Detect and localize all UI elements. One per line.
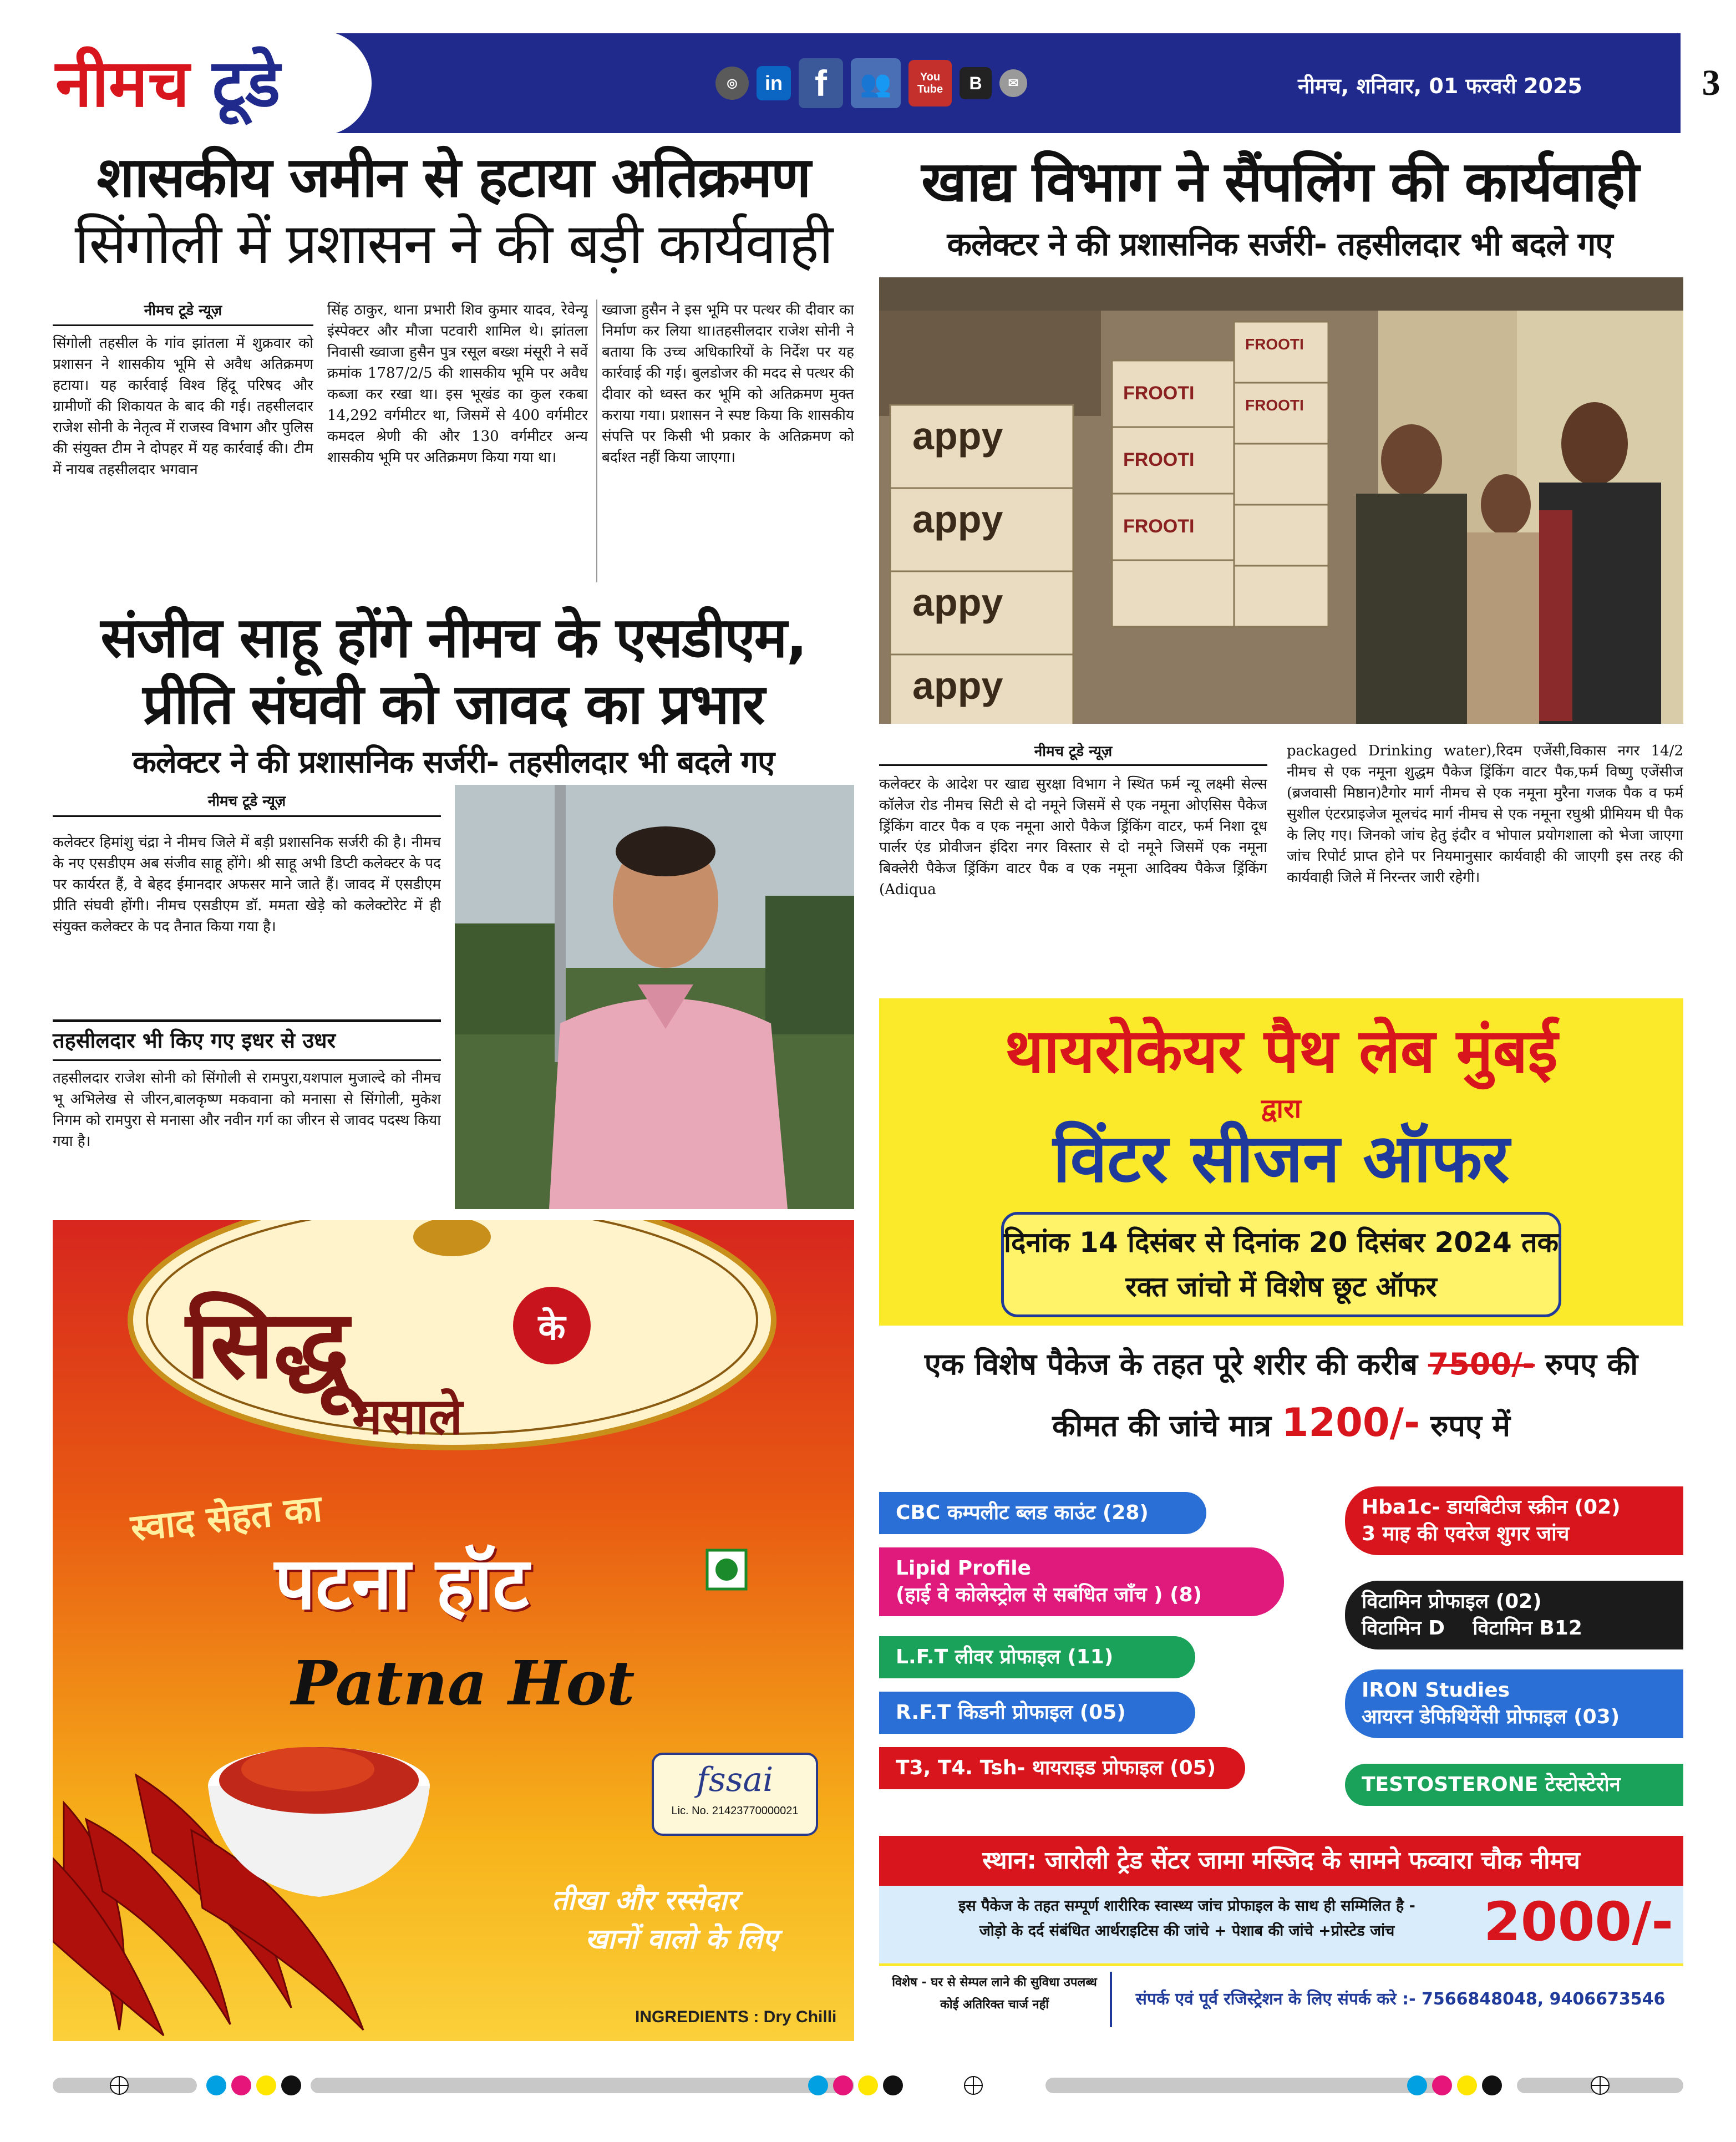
offer-line-1 bbox=[879, 1339, 1683, 1389]
story2-byline: नीमच टूडे न्यूज़ bbox=[1034, 743, 1113, 760]
masala-advertisement[interactable] bbox=[53, 1220, 854, 2041]
package-price: 2000/- bbox=[1484, 1891, 1674, 1953]
share-icon[interactable]: ✉ bbox=[999, 69, 1027, 97]
story1-headline-1: शासकीय जमीन से हटाया अतिक्रमण bbox=[97, 145, 810, 210]
masala-ad-graphic bbox=[53, 1220, 854, 2041]
svg-text:FROOTI: FROOTI bbox=[1245, 397, 1304, 414]
masala-brand-masale: मसाले bbox=[352, 1388, 463, 1446]
svg-text:appy: appy bbox=[912, 581, 1003, 624]
thyrocare-by: द्वारा bbox=[1261, 1093, 1302, 1124]
special-note-2: कोई अतिरिक्त चार्ज नहीं bbox=[940, 1998, 1049, 2012]
story2-subhead: कलेक्टर ने की प्रशासनिक सर्जरी- तहसीलदार भी बदले गए bbox=[947, 225, 1613, 263]
date-line-2: रक्त जांचो में विशेष छूट ऑफर bbox=[1125, 1271, 1437, 1303]
date-line-1: दिनांक 14 दिसंबर से दिनांक 20 दिसंबर 2024 तक bbox=[1004, 1226, 1559, 1258]
rss-icon[interactable]: ◎ bbox=[715, 67, 749, 100]
test-pill-thyroid: T3, T4. Tsh- थायराइड प्रोफाइल (05) bbox=[879, 1747, 1245, 1789]
test-pill-iron: IRON Studies आयरन डेफिथियेंसी प्रोफाइल (03) bbox=[1345, 1669, 1683, 1738]
column-divider bbox=[596, 300, 597, 582]
story2-headline: खाद्य विभाग ने सैंपलिंग की कार्यवाही bbox=[921, 149, 1638, 214]
blogger-icon[interactable]: B bbox=[960, 67, 992, 99]
sdm-portrait-graphic bbox=[455, 785, 854, 1209]
page-number: 3 bbox=[1686, 33, 1736, 133]
svg-text:appy: appy bbox=[912, 664, 1003, 707]
masala-slogan-2: खानों वालो के लिए bbox=[585, 1923, 778, 1955]
story3-subhead: कलेक्टर ने की प्रशासनिक सर्जरी- तहसीलदार भी बदले गए bbox=[132, 744, 775, 780]
thyrocare-title: थायरोकेयर पैथ लेब मुंबई bbox=[1004, 1016, 1558, 1087]
offer-line-1-suffix: रुपए की bbox=[1545, 1347, 1638, 1382]
test-pill-hba1c: Hba1c- डायबिटीज स्क्रीन (02) 3 माह की एवरेज शुगर जांच bbox=[1345, 1486, 1683, 1555]
date-banner bbox=[1001, 1212, 1561, 1317]
story2-column-2: packaged Drinking water),रिदम एजेंसी,विकास नगर 14/2 नीमच से एक नमूना शुद्धम पैकेज ड्रिंकिंग वाटर पैक,फर्म विष्णु एजेंसीज (ब्रजवासी मिष्ठान)टैगोर मार्ग नीमच से एक नमूना मुरैना गजक पैक व फर्म सुशील एंटरप्राइजेज मूलचंद मार्ग नीमच से एक नमूना रघुश्री प्रीमियम घी पैक के लिए गए। जिनको जांच हेतु इंदौर व भोपाल प्रयोगशाला को भेजा जाएगा जांच रिपोर्ट प्राप्त होने पर नियमानुसार कार्यवाही की जाएगी इस तरह की कार्यवाही जिले में निरन्तर जारी रहेगी। bbox=[1287, 743, 1683, 886]
old-price: 7500/- bbox=[1428, 1347, 1535, 1382]
thyrocare-offer-title: विंटर सीजन ऑफर bbox=[1053, 1120, 1510, 1197]
test-pill-cbc: CBC कम्पलीट ब्लड काउंट (28) bbox=[879, 1492, 1206, 1534]
byline-rule bbox=[53, 324, 313, 326]
masala-product-hindi: पटना हॉट bbox=[275, 1541, 529, 1626]
special-note-1: विशेष - घर से सेम्पल लाने की सुविधा उपलब्ध bbox=[892, 1976, 1097, 1989]
story1-column-1: सिंगोली तहसील के गांव झांतला में शुक्रवार को प्रशासन ने शासकीय भूमि से अवैध अतिक्रमण हटाया। यह कार्रवाई विश्व हिंदू परिषद और ग्रामीणों की शिकायत के बाद की गई। तहसीलदार राजेश सोनी के नेतृत्व में राजस्व विभाग और पुलिस की संयुक्त टीम ने दोपहर में यह कार्रवाई की। टीम में नायब तहसीलदार भगवान bbox=[53, 335, 313, 478]
story3-body: कलेक्टर हिमांशु चंद्रा ने नीमच जिले में बड़ी प्रशासनिक सर्जरी की है। नीमच के नए एसडीएम अब संजीव साहू होंगे। श्री साहू अभी डिप्टी कलेक्टर के पद पर कार्यरत हैं, वे बेहद ईमानदार अफसर माने जाते हैं। जावद में एसडीएम प्रीति संघवी होंगी। नीमच एसडीएम डॉ. ममता खेड़े को कलेक्टोरेट में ही संयुक्त कलेक्टर के पद तैनात किया गया है। bbox=[53, 834, 441, 935]
fssai-badge bbox=[652, 1753, 818, 1836]
print-registration-bar bbox=[53, 2073, 1683, 2098]
new-price: 1200/- bbox=[1281, 1400, 1420, 1445]
byline-rule bbox=[53, 815, 441, 817]
offer-line-2-text: कीमत की जांचे मात्र bbox=[1052, 1408, 1271, 1443]
location-banner: स्थान: जारोली ट्रेड सेंटर जामा मस्जिद के सामने फव्वारा चौक नीमच bbox=[879, 1836, 1683, 1886]
story3-subsection-title: तहसीलदार भी किए गए इधर से उधर bbox=[53, 1028, 336, 1053]
fssai-logo: fssai bbox=[696, 1760, 774, 1799]
masala-tagline: स्वाद सेहत का bbox=[129, 1487, 324, 1550]
offer-line-2-suffix: रुपए में bbox=[1430, 1408, 1510, 1443]
section-rule bbox=[53, 1019, 441, 1022]
test-pill-lft: L.F.T लीवर प्रोफाइल (11) bbox=[879, 1636, 1195, 1678]
svg-text:FROOTI: FROOTI bbox=[1123, 516, 1195, 537]
newspaper-logo[interactable] bbox=[55, 39, 280, 128]
test-pill-vitamin: विटामिन प्रोफाइल (02) विटामिन D विटामिन B12 bbox=[1345, 1581, 1683, 1649]
test-pill-rft: R.F.T किडनी प्रोफाइल (05) bbox=[879, 1692, 1195, 1734]
byline-rule bbox=[879, 764, 1267, 766]
masala-product-english: Patna Hot bbox=[291, 1647, 635, 1719]
frooti-label: FROOTI bbox=[1123, 383, 1195, 404]
special-note bbox=[879, 1972, 1112, 2027]
story3-headline-2: प्रीति संघवी को जावद का प्रभार bbox=[143, 672, 764, 737]
registration-graphic bbox=[53, 2073, 1683, 2098]
logo-part-neemuch: नीमच bbox=[55, 45, 190, 121]
appy-fizz-label: appy bbox=[912, 414, 1003, 458]
offer-line-1-text: एक विशेष पैकेज के तहत पूरे शरीर की करीब bbox=[924, 1347, 1418, 1382]
svg-text:appy: appy bbox=[912, 498, 1003, 541]
story3-subsection-body: तहसीलदार राजेश सोनी को सिंगोली से रामपुरा,यशपाल मुजाल्दे को नीमच भू अभिलेख से जीरन,बालकृष्ण मकवाना को मनासा से सिंगोली, मुकेश निगम को रामपुरा से मनासा और नवीन गर्ग का जीरन से जावद पदस्थ किया गया है। bbox=[53, 1070, 441, 1150]
sampling-photo bbox=[879, 277, 1683, 724]
test-pill-lipid: Lipid Profile (हाई वे कोलेस्ट्रोल से सबंधित जाँच ) (8) bbox=[879, 1547, 1284, 1616]
sampling-photo-graphic bbox=[879, 277, 1683, 724]
logo-part-today: टूडे bbox=[212, 45, 281, 121]
contact-line[interactable]: संपर्क एवं पूर्व रजिस्ट्रेशन के लिए संपर्क करे :- 7566848048, 9406673546 bbox=[1135, 1989, 1666, 2009]
masala-slogan-1: तीखा और रस्सेदार bbox=[552, 1884, 738, 1916]
story2-column-1: कलेक्टर के आदेश पर खाद्य सुरक्षा विभाग ने स्थित फर्म न्यू लक्ष्मी सेल्स कॉलेज रोड नीमच सिटी से दो नमूने जिसमें से एक नमूना ओएसिस पैकेज ड्रिंकिंग वाटर पैक व एक नमूना आरो पैकेज ड्रिंकिंग वाटर, फर्म निशा दूध पार्लर एंड प्रोवीजन इंदिरा नगर विस्तार से दो नमूने जिसमें एक नमूना बिक्लेरी पैकेज ड्रिंकिंग वाटर पैक व एक नमूना आदिक्य पैकेज ड्रिंकिंग (Adiqua bbox=[879, 776, 1267, 898]
story1-column-3: ख्वाजा हुसैन ने इस भूमि पर पत्थर की दीवार का निर्माण कर लिया था।तहसीलदार राजेश सोनी ने बताया कि उच्च अधिकारियों के निर्देश पर यह कार्रवाई की गई। बुलडोजर की मदद से पत्थर की दीवार को ध्वस्त कर भूमि को अतिक्रमण मुक्त कराया गया। प्रशासन ने स्पष्ट किया कि शासकीय संपत्ति पर किसी भी प्रकार के अतिक्रमण को बर्दाश्त नहीं किया जाएगा। bbox=[602, 302, 854, 466]
social-icons bbox=[715, 53, 1027, 114]
story1-column-2: सिंह ठाकुर, थाना प्रभारी शिव कुमार यादव, रेवेन्यू इंस्पेक्टर और मौजा पटवारी शामिल थे। झांतला निवासी ख्वाजा हुसैन पुत्र रसूल बख्श मंसूरी ने सर्वे क्रमांक 1787/2/5 की शासकीय भूमि पर अवैध कब्जा कर रखा था। इस भूखंड का कुल रकबा 14,292 वर्गमीटर था, जिसमें से 400 वर्गमीटर कमदल श्रेणी की और 130 वर्गमीटर अन्य शासकीय भूमि पर अतिक्रमण किया गया था। bbox=[327, 302, 588, 466]
linkedin-icon[interactable]: in bbox=[757, 66, 791, 100]
youtube-icon[interactable]: You Tube bbox=[908, 60, 952, 106]
story1-headline-2: सिंगोली में प्रशासन ने की बड़ी कार्यवाही bbox=[74, 211, 833, 276]
test-pill-testosterone: TESTOSTERONE टेस्टोस्टेरोन bbox=[1345, 1764, 1683, 1806]
masala-brand-name: सिद्धू bbox=[186, 1290, 349, 1400]
story1-byline: नीमच टूडे न्यूज़ bbox=[144, 302, 222, 319]
fssai-license: Lic. No. 21423770000021 bbox=[671, 1805, 799, 1817]
package-line-1: इस पैकेज के तहत सम्पूर्ण शारीरिक स्वास्थ्य जांच प्रोफाइल के साथ ही सम्मिलित है - bbox=[958, 1897, 1415, 1915]
story3-headline-1: संजीव साहू होंगे नीमच के एसडीएम, bbox=[100, 605, 806, 670]
facebook-icon[interactable]: f bbox=[799, 58, 843, 108]
thyrocare-advertisement[interactable] bbox=[879, 998, 1683, 2041]
offer-line-2 bbox=[879, 1398, 1683, 1451]
story3-byline: नीमच टूडे न्यूज़ bbox=[207, 793, 286, 810]
svg-text:FROOTI: FROOTI bbox=[1245, 336, 1304, 353]
dateline: नीमच, शनिवार, 01 फरवरी 2025 bbox=[1298, 74, 1582, 98]
masala-brand-ke: के bbox=[513, 1287, 591, 1364]
sdm-portrait bbox=[455, 785, 854, 1209]
svg-text:FROOTI: FROOTI bbox=[1123, 449, 1195, 470]
masala-ingredients: INGREDIENTS : Dry Chilli bbox=[635, 2008, 837, 2026]
package-line-2: जोड़ो के दर्द संबंधित आर्थराइटिस की जांचे + पेशाब की जांचे +प्रोस्टेड जांच bbox=[979, 1922, 1395, 1940]
community-icon[interactable]: 👥 bbox=[851, 58, 901, 108]
section-rule bbox=[53, 1059, 441, 1061]
